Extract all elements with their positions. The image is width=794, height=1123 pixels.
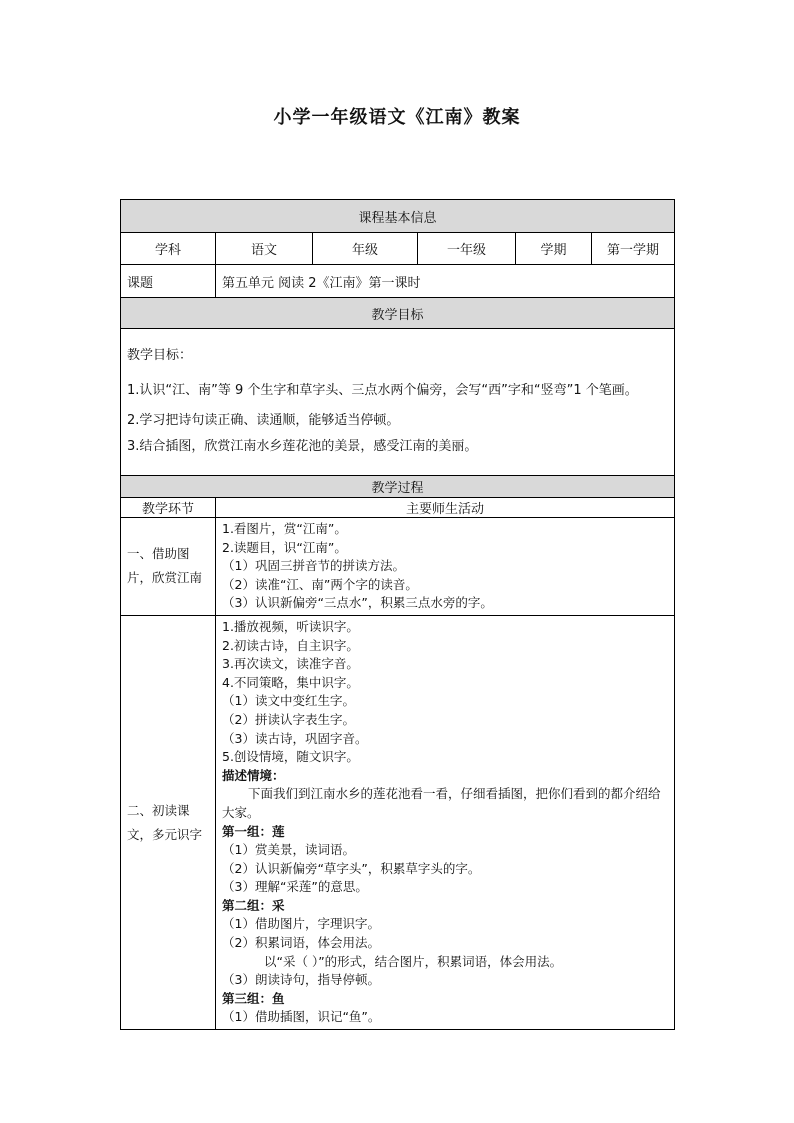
activity-line: （3）朗读诗句，指导停顿。 — [222, 972, 380, 988]
goal-item: 1.认识“江、南”等 9 个生字和草字头、三点水两个偏旁，会写“西”字和“竖弯”1 个笔画。 — [127, 382, 638, 398]
section-process: 教学过程 — [121, 476, 675, 498]
activity-subheading: 描述情境： — [222, 767, 285, 783]
stage-header: 教学环节 — [121, 498, 216, 518]
activity-line: 1.看图片，赏“江南”。 — [222, 521, 347, 536]
term-label: 学期 — [516, 233, 592, 265]
subject-value: 语文 — [216, 233, 313, 265]
section-basic-info: 课程基本信息 — [121, 200, 675, 233]
grade-value: 一年级 — [418, 233, 516, 265]
activity-line: （2）读准“江、南”两个字的读音。 — [222, 576, 418, 592]
term-value: 第一学期 — [592, 233, 675, 265]
activity-subheading: 第三组：鱼 — [222, 990, 285, 1006]
activity-line: （2）认识新偏旁“草字头”，积累草字头的字。 — [222, 860, 481, 876]
activity-line: 2.读题目，识“江南”。 — [222, 539, 347, 555]
activity-line: （3）认识新偏旁“三点水”，积累三点水旁的字。 — [222, 595, 493, 611]
activity-line: 4.不同策略，集中识字。 — [222, 674, 359, 690]
activity-line: （1）赏美景，读词语。 — [222, 842, 355, 858]
goals-cell — [121, 329, 675, 476]
activity-line: 2.初读古诗，自主识字。 — [222, 637, 359, 653]
grade-label: 年级 — [313, 233, 418, 265]
activity-line: （2）积累词语，体会用法。 — [222, 935, 380, 951]
goal-item: 2.学习把诗句读正确、读通顺，能够适当停顿。 — [127, 412, 400, 428]
stage-activities — [216, 615, 675, 1029]
stage-name: 一、借助图片，欣赏江南 — [121, 518, 216, 616]
activity-line: 5.创设情境，随文识字。 — [222, 749, 359, 765]
subject-label: 学科 — [121, 233, 216, 265]
topic-label: 课题 — [121, 265, 216, 298]
activity-line: （3）读古诗，巩固字音。 — [222, 730, 368, 746]
activity-subheading: 第二组：采 — [222, 897, 285, 913]
goals-label: 教学目标： — [127, 347, 193, 363]
activity-line: 以“采（ ）”的形式，结合图片，积累词语，体会用法。 — [264, 953, 563, 969]
activity-line: （1）借助插图，识记“鱼”。 — [222, 1009, 381, 1025]
goal-item: 3.结合插图，欣赏江南水乡莲花池的美景，感受江南的美丽。 — [127, 438, 478, 454]
activity-paragraph: 下面我们到江南水乡的莲花池看一看，仔细看插图，把你们看到的都介绍给大家。 — [222, 786, 661, 820]
activity-header: 主要师生活动 — [216, 498, 675, 518]
activity-line: （1）巩固三拼音节的拼读方法。 — [222, 558, 405, 574]
document-title: 小学一年级语文《江南》教案 — [273, 107, 521, 128]
activity-line: （1）读文中变红生字。 — [222, 693, 355, 709]
activity-line: （2）拼读认字表生字。 — [222, 711, 355, 727]
stage-name: 二、初读课文，多元识字 — [121, 615, 216, 1029]
section-goals: 教学目标 — [121, 298, 675, 329]
activity-line: （1）借助图片，字理识字。 — [222, 916, 380, 932]
stage-activities — [216, 518, 675, 616]
lesson-plan-table — [120, 199, 675, 1030]
activity-line: 3.再次读文，读准字音。 — [222, 656, 359, 672]
activity-line: 1.播放视频，听读识字。 — [222, 618, 359, 634]
topic-value: 第五单元 阅读 2《江南》第一课时 — [216, 265, 675, 298]
activity-subheading: 第一组：莲 — [222, 823, 285, 839]
activity-line: （3）理解“采莲”的意思。 — [222, 879, 368, 895]
